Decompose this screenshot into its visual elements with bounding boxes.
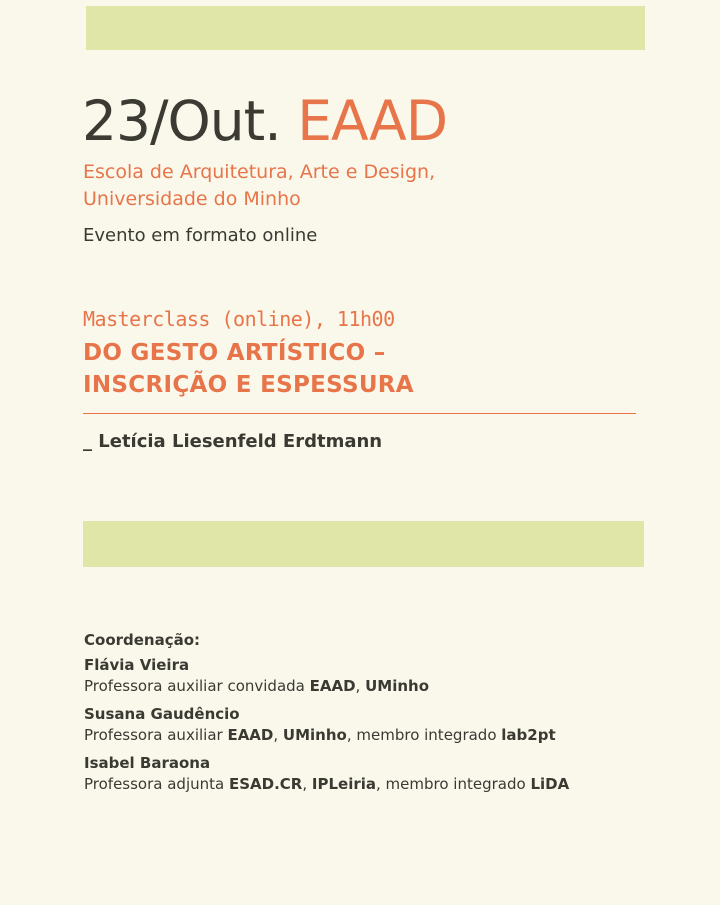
role-text: , membro integrado [376, 775, 531, 793]
coordinator-entry [84, 753, 704, 795]
section-divider [83, 413, 636, 414]
coordinator-entry [84, 655, 704, 697]
venue-short-name: EAAD [297, 89, 448, 153]
role-text: , [302, 775, 312, 793]
venue-full-name: Escola de Arquitetura, Arte e Design, Universidade do Minho [83, 161, 436, 210]
institution-name: LiDA [530, 775, 570, 793]
coordinator-entry [84, 704, 704, 746]
session-time-label: Masterclass (online), 11h00 [83, 307, 395, 331]
coordination-heading: Coordenação: [84, 631, 201, 649]
coordinator-name: Isabel Baraona [84, 754, 211, 772]
coordinator-name: Flávia Vieira [84, 656, 190, 674]
coordinator-role [84, 725, 704, 746]
top-decorative-bar [86, 6, 645, 50]
role-text: , [273, 726, 283, 744]
event-format-note: Evento em formato online [83, 225, 318, 246]
institution-name: ESAD.CR [228, 775, 303, 793]
role-text: Professora adjunta [84, 775, 229, 793]
institution-name: UMinho [282, 726, 347, 744]
speaker-name: _ Letícia Liesenfeld Erdtmann [83, 431, 383, 452]
coordinator-role [84, 774, 704, 795]
institution-name: IPLeiria [311, 775, 377, 793]
institution-name: UMinho [365, 677, 430, 695]
coordinator-list [84, 655, 704, 795]
coordinator-name: Susana Gaudêncio [84, 705, 240, 723]
middle-decorative-bar [83, 521, 644, 567]
institution-name: EAAD [309, 677, 356, 695]
institution-name: lab2pt [501, 726, 556, 744]
role-text: Professora auxiliar convidada [84, 677, 310, 695]
coordination-section [84, 629, 704, 802]
role-text: , membro integrado [346, 726, 502, 744]
coordinator-role [84, 676, 704, 697]
role-text: , [355, 677, 366, 695]
role-text: Professora auxiliar [84, 726, 228, 744]
institution-name: EAAD [227, 726, 274, 744]
event-headline [82, 86, 447, 156]
event-date: 23/Out. [82, 89, 281, 153]
session-title: DO GESTO ARTÍSTICO – INSCRIÇÃO E ESPESSURA [83, 340, 414, 398]
